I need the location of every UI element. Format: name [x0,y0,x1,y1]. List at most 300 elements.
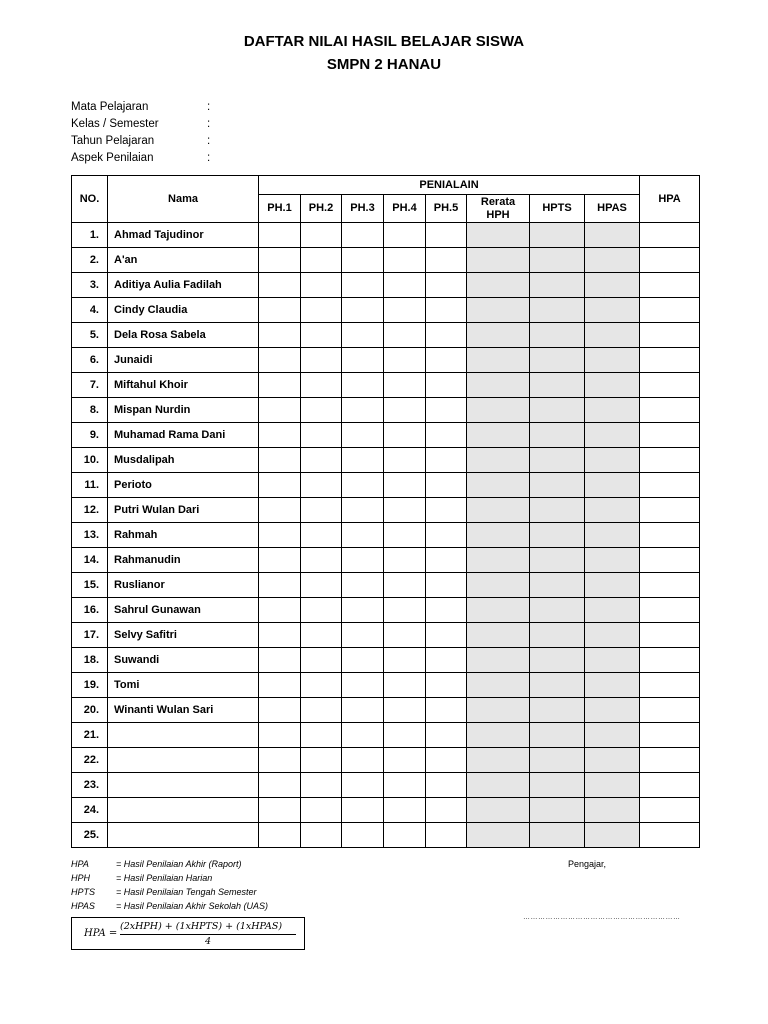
student-name: Suwandi [108,648,259,673]
ph1-cell [259,248,301,273]
student-name: Tomi [108,673,259,698]
meta-colon: : [207,152,211,164]
ph3-cell [342,473,384,498]
ph1-cell [259,223,301,248]
ph1-cell [259,798,301,823]
student-name: Muhamad Rama Dani [108,423,259,448]
row-number: 21. [72,723,108,748]
meta-label: Mata Pelajaran [71,101,149,113]
ph4-cell [384,623,426,648]
ph2-cell [301,548,342,573]
header-name: Nama [108,176,259,223]
student-name: Selvy Safitri [108,623,259,648]
header-rerata-line1: Rerata [480,195,516,208]
rerata-hph-cell [467,748,530,773]
ph3-cell [342,773,384,798]
student-name: Rahmah [108,523,259,548]
hpa-cell [640,798,700,823]
header-ph5: PH.5 [426,195,467,223]
ph2-cell [301,573,342,598]
ph2-cell [301,273,342,298]
hpas-cell [585,248,640,273]
ph1-cell [259,398,301,423]
ph5-cell [426,348,467,373]
hpa-cell [640,673,700,698]
ph3-cell [342,223,384,248]
ph3-cell [342,623,384,648]
rerata-hph-cell [467,298,530,323]
formula-lhs: HPA = [84,928,118,939]
row-number: 16. [72,598,108,623]
table-row [72,698,700,723]
hpts-cell [530,373,585,398]
table-row [72,423,700,448]
header-hpa: HPA [640,176,700,223]
ph3-cell [342,498,384,523]
rerata-hph-cell [467,648,530,673]
student-name: Perioto [108,473,259,498]
student-name: Mispan Nurdin [108,398,259,423]
row-number: 9. [72,423,108,448]
ph4-cell [384,348,426,373]
meta-colon: : [207,118,211,130]
meta-row-subject [71,99,217,116]
row-number: 7. [72,373,108,398]
hpas-cell [585,698,640,723]
table-row [72,398,700,423]
row-number: 3. [72,273,108,298]
hpas-cell [585,573,640,598]
ph3-cell [342,548,384,573]
ph3-cell [342,423,384,448]
ph4-cell [384,423,426,448]
ph2-cell [301,398,342,423]
legend-desc: = Hasil Penilaian Harian [116,873,213,883]
row-number: 25. [72,823,108,848]
ph5-cell [426,498,467,523]
signature-line: ……………………………………………………… [523,914,681,921]
hpts-cell [530,398,585,423]
ph2-cell [301,448,342,473]
rerata-hph-cell [467,273,530,298]
ph5-cell [426,773,467,798]
ph1-cell [259,498,301,523]
table-row [72,823,700,848]
ph1-cell [259,673,301,698]
hpa-cell [640,698,700,723]
hpa-cell [640,348,700,373]
table-row [72,623,700,648]
table-row [72,248,700,273]
meta-colon: : [207,101,211,113]
hpts-cell [530,623,585,648]
student-name: Putri Wulan Dari [108,498,259,523]
ph4-cell [384,223,426,248]
ph5-cell [426,248,467,273]
ph1-cell [259,723,301,748]
rerata-hph-cell [467,773,530,798]
ph4-cell [384,473,426,498]
table-row [72,798,700,823]
student-name: Cindy Claudia [108,298,259,323]
legend [71,857,268,913]
ph5-cell [426,373,467,398]
hpas-cell [585,473,640,498]
ph2-cell [301,523,342,548]
ph3-cell [342,798,384,823]
hpts-cell [530,698,585,723]
ph5-cell [426,648,467,673]
ph2-cell [301,473,342,498]
hpts-cell [530,773,585,798]
hpts-cell [530,223,585,248]
table-row [72,498,700,523]
student-name: Ahmad Tajudinor [108,223,259,248]
ph4-cell [384,723,426,748]
header-hpas: HPAS [585,195,640,223]
ph5-cell [426,623,467,648]
hpas-cell [585,823,640,848]
ph3-cell [342,448,384,473]
table-row [72,273,700,298]
row-number: 15. [72,573,108,598]
legend-abbr: HPAS [71,901,95,911]
ph3-cell [342,373,384,398]
table-row [72,348,700,373]
hpts-cell [530,473,585,498]
ph3-cell [342,573,384,598]
hpas-cell [585,673,640,698]
hpa-cell [640,823,700,848]
ph2-cell [301,798,342,823]
table-row [72,773,700,798]
ph5-cell [426,398,467,423]
hpts-cell [530,573,585,598]
table-row [72,223,700,248]
table-row [72,673,700,698]
row-number: 23. [72,773,108,798]
teacher-label: Pengajar, [568,859,607,869]
ph3-cell [342,698,384,723]
ph5-cell [426,423,467,448]
meta-colon: : [207,135,211,147]
ph2-cell [301,298,342,323]
ph2-cell [301,323,342,348]
ph1-cell [259,748,301,773]
hpa-formula-box [71,917,305,950]
student-name: Dela Rosa Sabela [108,323,259,348]
page-title: DAFTAR NILAI HASIL BELAJAR SISWA [243,33,525,50]
row-number: 18. [72,648,108,673]
hpa-cell [640,273,700,298]
rerata-hph-cell [467,523,530,548]
header-ph2: PH.2 [301,195,342,223]
table-row [72,573,700,598]
ph2-cell [301,348,342,373]
hpa-cell [640,548,700,573]
ph5-cell [426,823,467,848]
table-row [72,648,700,673]
row-number: 6. [72,348,108,373]
ph1-cell [259,548,301,573]
meta-label: Aspek Penilaian [71,152,154,164]
ph1-cell [259,823,301,848]
header-ph1: PH.1 [259,195,301,223]
ph5-cell [426,273,467,298]
row-number: 8. [72,398,108,423]
hpa-cell [640,298,700,323]
hpts-cell [530,348,585,373]
ph1-cell [259,473,301,498]
ph5-cell [426,698,467,723]
rerata-hph-cell [467,573,530,598]
meta-fields [71,99,217,167]
meta-label: Kelas / Semester [71,118,159,130]
rerata-hph-cell [467,548,530,573]
hpa-cell [640,498,700,523]
rerata-hph-cell [467,323,530,348]
hpa-cell [640,373,700,398]
ph3-cell [342,273,384,298]
ph1-cell [259,298,301,323]
hpa-cell [640,448,700,473]
legend-item [71,871,268,885]
ph4-cell [384,773,426,798]
hpas-cell [585,448,640,473]
hpas-cell [585,223,640,248]
ph5-cell [426,748,467,773]
hpas-cell [585,323,640,348]
ph4-cell [384,698,426,723]
legend-abbr: HPH [71,873,91,883]
ph4-cell [384,573,426,598]
ph3-cell [342,323,384,348]
table-row [72,548,700,573]
hpts-cell [530,298,585,323]
grade-table [71,175,700,848]
legend-abbr: HPA [71,859,89,869]
ph3-cell [342,598,384,623]
header-hpts: HPTS [530,195,585,223]
rerata-hph-cell [467,248,530,273]
ph3-cell [342,823,384,848]
ph2-cell [301,598,342,623]
table-row [72,723,700,748]
student-name: Miftahul Khoir [108,373,259,398]
rerata-hph-cell [467,423,530,448]
ph5-cell [426,223,467,248]
rerata-hph-cell [467,473,530,498]
ph1-cell [259,448,301,473]
hpts-cell [530,648,585,673]
meta-row-class [71,116,217,133]
ph4-cell [384,598,426,623]
ph4-cell [384,748,426,773]
table-row [72,373,700,398]
hpa-cell [640,398,700,423]
header-rerata-line2: HPH [486,208,510,221]
legend-desc: = Hasil Penilaian Akhir Sekolah (UAS) [116,901,268,911]
ph5-cell [426,523,467,548]
legend-abbr: HPTS [71,887,96,897]
table-row [72,448,700,473]
hpas-cell [585,548,640,573]
hpa-cell [640,223,700,248]
header-no: NO. [72,176,108,223]
ph2-cell [301,698,342,723]
ph5-cell [426,723,467,748]
header-rerata-hph [467,195,530,223]
rerata-hph-cell [467,598,530,623]
meta-label: Tahun Pelajaran [71,135,155,147]
meta-row-aspect [71,150,217,167]
hpa-cell [640,248,700,273]
row-number: 2. [72,248,108,273]
ph4-cell [384,273,426,298]
ph5-cell [426,598,467,623]
student-name [108,748,259,773]
student-name [108,773,259,798]
hpa-cell [640,323,700,348]
ph2-cell [301,648,342,673]
legend-item [71,885,268,899]
ph1-cell [259,648,301,673]
ph1-cell [259,598,301,623]
ph5-cell [426,448,467,473]
ph3-cell [342,298,384,323]
row-number: 4. [72,298,108,323]
ph4-cell [384,798,426,823]
row-number: 5. [72,323,108,348]
student-name: Sahrul Gunawan [108,598,259,623]
table-row [72,748,700,773]
hpas-cell [585,523,640,548]
row-number: 14. [72,548,108,573]
hpts-cell [530,823,585,848]
ph1-cell [259,623,301,648]
hpa-cell [640,473,700,498]
hpas-cell [585,798,640,823]
ph3-cell [342,523,384,548]
rerata-hph-cell [467,223,530,248]
student-name: Rahmanudin [108,548,259,573]
header-ph4: PH.4 [384,195,426,223]
student-name: A'an [108,248,259,273]
rerata-hph-cell [467,623,530,648]
hpa-cell [640,773,700,798]
row-number: 1. [72,223,108,248]
ph4-cell [384,373,426,398]
row-number: 22. [72,748,108,773]
hpas-cell [585,598,640,623]
ph4-cell [384,523,426,548]
hpts-cell [530,323,585,348]
rerata-hph-cell [467,798,530,823]
hpa-cell [640,648,700,673]
row-number: 12. [72,498,108,523]
formula-numerator: (2xHPH) + (1xHPTS) + (1xHPAS) [120,921,283,932]
table-row [72,323,700,348]
hpas-cell [585,723,640,748]
hpas-cell [585,348,640,373]
rerata-hph-cell [467,373,530,398]
table-row [72,523,700,548]
ph4-cell [384,673,426,698]
rerata-hph-cell [467,448,530,473]
ph1-cell [259,523,301,548]
hpts-cell [530,448,585,473]
hpas-cell [585,298,640,323]
rerata-hph-cell [467,673,530,698]
school-name: SMPN 2 HANAU [326,56,442,73]
hpas-cell [585,373,640,398]
hpa-cell [640,748,700,773]
ph4-cell [384,498,426,523]
ph5-cell [426,798,467,823]
ph3-cell [342,673,384,698]
ph3-cell [342,723,384,748]
rerata-hph-cell [467,723,530,748]
ph1-cell [259,573,301,598]
ph4-cell [384,323,426,348]
hpts-cell [530,423,585,448]
ph1-cell [259,773,301,798]
ph3-cell [342,248,384,273]
ph1-cell [259,348,301,373]
ph1-cell [259,323,301,348]
header-assessment-group: PENIALAIN [259,176,640,195]
formula-denominator: 4 [204,936,212,947]
ph4-cell [384,248,426,273]
ph3-cell [342,748,384,773]
hpa-cell [640,523,700,548]
ph2-cell [301,223,342,248]
hpas-cell [585,773,640,798]
hpas-cell [585,748,640,773]
ph4-cell [384,548,426,573]
ph3-cell [342,398,384,423]
hpts-cell [530,273,585,298]
hpts-cell [530,523,585,548]
rerata-hph-cell [467,398,530,423]
ph5-cell [426,573,467,598]
ph2-cell [301,748,342,773]
table-row [72,473,700,498]
row-number: 17. [72,623,108,648]
ph3-cell [342,348,384,373]
hpas-cell [585,648,640,673]
legend-desc: = Hasil Penilaian Tengah Semester [116,887,257,897]
hpas-cell [585,498,640,523]
ph5-cell [426,673,467,698]
ph1-cell [259,698,301,723]
table-row [72,298,700,323]
row-number: 20. [72,698,108,723]
formula-fraction-bar [120,934,296,935]
ph5-cell [426,323,467,348]
ph4-cell [384,398,426,423]
ph1-cell [259,373,301,398]
student-name: Musdalipah [108,448,259,473]
ph2-cell [301,823,342,848]
rerata-hph-cell [467,348,530,373]
rerata-hph-cell [467,823,530,848]
ph4-cell [384,298,426,323]
hpa-cell [640,723,700,748]
hpts-cell [530,798,585,823]
ph4-cell [384,648,426,673]
hpa-cell [640,423,700,448]
